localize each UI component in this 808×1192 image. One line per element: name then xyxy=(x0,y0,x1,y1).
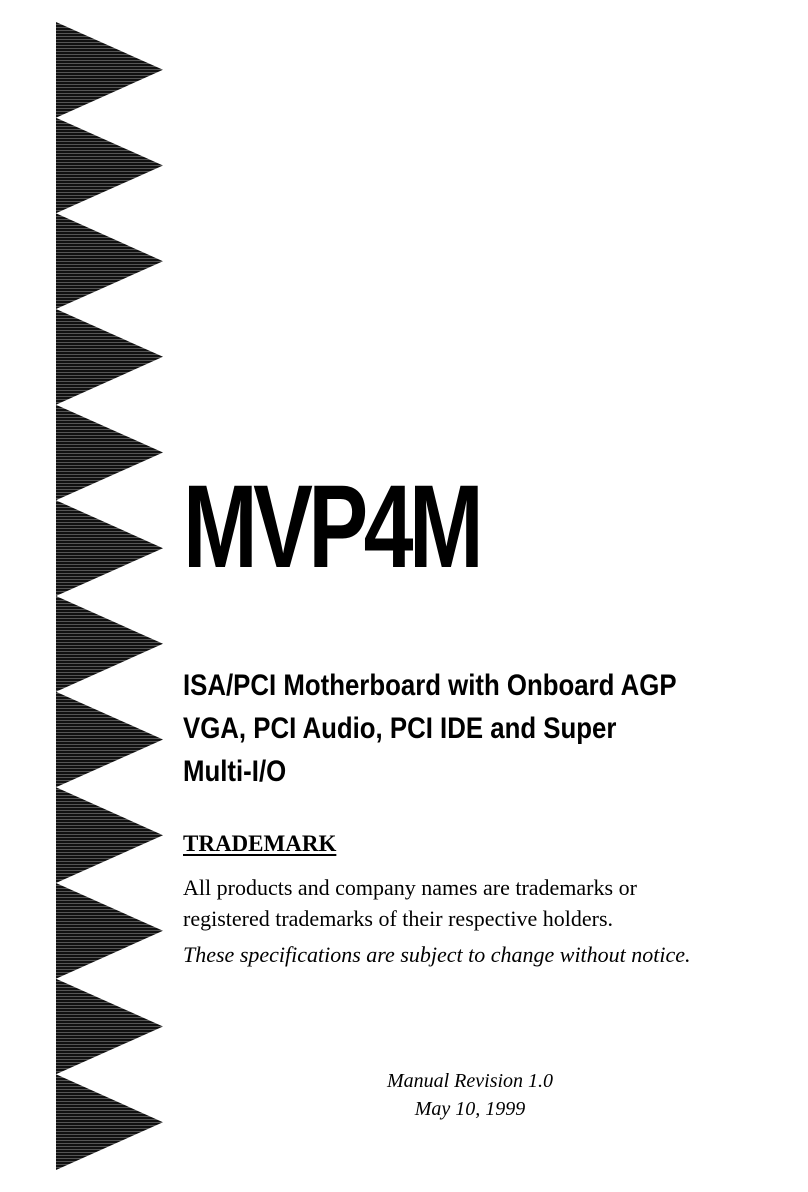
specification-notice: These specifications are subject to change without notice. xyxy=(183,942,691,967)
zigzag-border-decoration xyxy=(0,0,170,1192)
product-title: MVP4M xyxy=(183,461,480,593)
zigzag-triangles xyxy=(56,22,163,1170)
trademark-text xyxy=(183,872,637,934)
trademark-heading: TRADEMARK xyxy=(183,831,337,856)
revision-date: May 10, 1999 xyxy=(414,1098,526,1120)
revision-label: Manual Revision 1.0 xyxy=(386,1070,554,1092)
subtitle-line-2: VGA, PCI Audio, PCI IDE and Super xyxy=(183,712,617,745)
subtitle-line-1: ISA/PCI Motherboard with Onboard AGP xyxy=(183,669,677,702)
trademark-line-2: registered trademarks of their respective holders. xyxy=(183,906,614,931)
product-subtitle xyxy=(183,664,783,793)
manual-revision xyxy=(300,1067,640,1123)
subtitle-line-3: Multi-I/O xyxy=(183,755,287,788)
trademark-line-1: All products and company names are trademarks or xyxy=(183,875,637,900)
